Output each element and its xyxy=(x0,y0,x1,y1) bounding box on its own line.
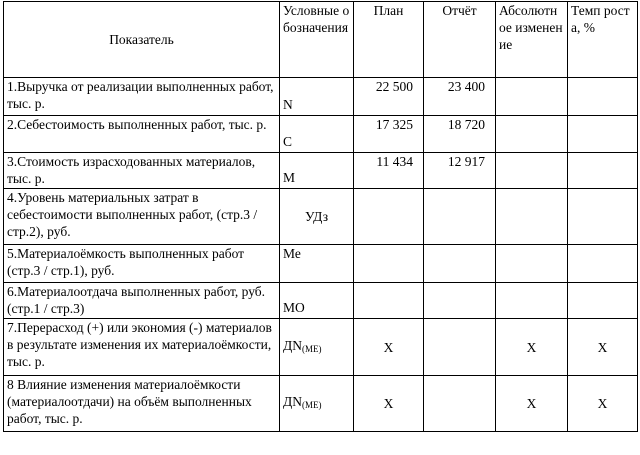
row-rate xyxy=(568,153,638,189)
table-row xyxy=(4,319,638,376)
header-indicator: Показатель xyxy=(4,2,280,78)
header-abs-change: Абсолютное изменение xyxy=(496,2,568,78)
table-row xyxy=(4,376,638,432)
table-row xyxy=(4,283,638,319)
table-row xyxy=(4,153,638,189)
row-symbol: УДз xyxy=(280,189,354,245)
row-actual xyxy=(424,283,496,319)
row-label: 8 Влияние изменения материалоёмкости (материалоотдачи) на объём выполненных работ, тыс. р. xyxy=(4,376,280,432)
header-plan: План xyxy=(354,2,424,78)
row-plan: Х xyxy=(354,376,424,432)
row-abs: Х xyxy=(496,376,568,432)
row-label: 3.Стоимость израсходованных материалов, тыс. р. xyxy=(4,153,280,189)
row-abs xyxy=(496,153,568,189)
table-row xyxy=(4,116,638,153)
row-plan: Х xyxy=(354,319,424,376)
row-symbol: МО xyxy=(280,283,354,319)
row-rate xyxy=(568,116,638,153)
row-actual: 23 400 xyxy=(424,78,496,116)
symbol-subscript: (МЕ) xyxy=(301,400,322,410)
table-row xyxy=(4,78,638,116)
row-actual xyxy=(424,189,496,245)
symbol-subscript: (МЕ) xyxy=(301,343,322,354)
row-abs: Х xyxy=(496,319,568,376)
row-label: 5.Материалоёмкость выполненных работ (стр.3 / стр.1), руб. xyxy=(4,245,280,283)
row-actual xyxy=(424,319,496,376)
row-rate xyxy=(568,189,638,245)
row-abs xyxy=(496,283,568,319)
row-plan: 11 434 xyxy=(354,153,424,189)
row-plan: 22 500 xyxy=(354,78,424,116)
row-rate xyxy=(568,245,638,283)
table-row xyxy=(4,189,638,245)
row-symbol xyxy=(280,376,354,432)
symbol-main: ДN xyxy=(283,337,302,353)
row-rate xyxy=(568,78,638,116)
row-symbol: М xyxy=(280,153,354,189)
row-label: 4.Уровень материальных затрат в себестоимости выполненных работ, (стр.3 / стр.2), руб. xyxy=(4,189,280,245)
row-actual xyxy=(424,376,496,432)
row-symbol: N xyxy=(280,78,354,116)
row-label: 7.Перерасход (+) или экономия (-) материалов в результате изменения их материалоёмкости, тыс. р. xyxy=(4,319,280,376)
row-symbol xyxy=(280,319,354,376)
symbol-main: ДN xyxy=(283,394,302,409)
table-row xyxy=(4,245,638,283)
row-rate: Х xyxy=(568,319,638,376)
row-plan: 17 325 xyxy=(354,116,424,153)
row-label: 6.Материалоотдача выполненных работ, руб. (стр.1 / стр.3) xyxy=(4,283,280,319)
row-abs xyxy=(496,78,568,116)
row-abs xyxy=(496,189,568,245)
row-rate xyxy=(568,283,638,319)
row-plan xyxy=(354,189,424,245)
row-abs xyxy=(496,116,568,153)
row-plan xyxy=(354,245,424,283)
row-actual xyxy=(424,245,496,283)
analysis-table xyxy=(3,1,638,432)
row-symbol: Ме xyxy=(280,245,354,283)
row-label: 2.Себестоимость выполненных работ, тыс. р. xyxy=(4,116,280,153)
header-growth-rate: Темп роста, % xyxy=(568,2,638,78)
header-actual: Отчёт xyxy=(424,2,496,78)
row-label: 1.Выручка от реализации выполненных работ, тыс. р. xyxy=(4,78,280,116)
row-symbol: С xyxy=(280,116,354,153)
row-actual: 18 720 xyxy=(424,116,496,153)
row-abs xyxy=(496,245,568,283)
header-row xyxy=(4,2,638,78)
row-plan xyxy=(354,283,424,319)
row-actual: 12 917 xyxy=(424,153,496,189)
header-symbol: Условные обозначения xyxy=(280,2,354,78)
row-rate: Х xyxy=(568,376,638,432)
